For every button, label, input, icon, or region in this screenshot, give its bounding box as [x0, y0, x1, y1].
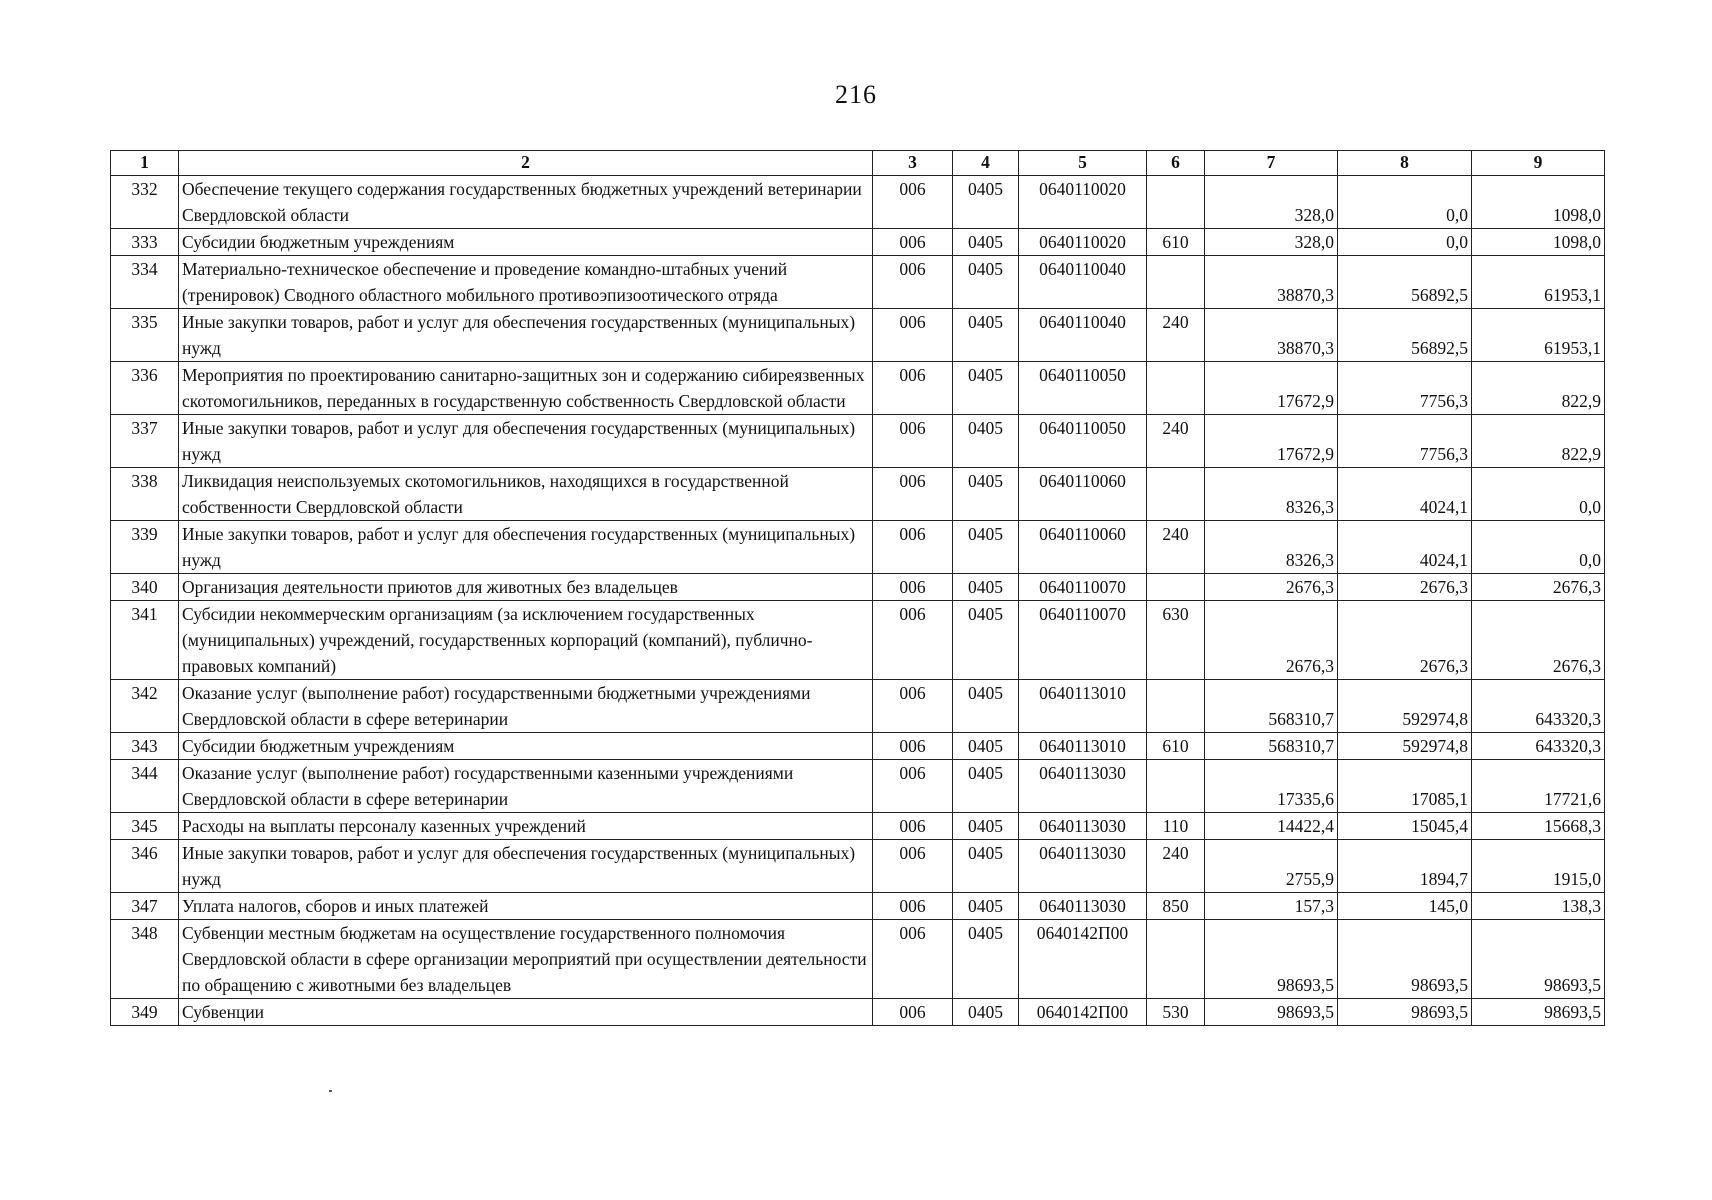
amount-year1-cell: 17672,9: [1205, 415, 1338, 468]
target-code-cell: 0640110050: [1019, 362, 1147, 415]
section-code-cell: 0405: [953, 813, 1019, 840]
amount-year3-cell: 1098,0: [1472, 229, 1605, 256]
expense-type-cell: 110: [1147, 813, 1205, 840]
ministry-code-cell: 006: [873, 574, 953, 601]
amount-year2-cell: 2676,3: [1338, 601, 1472, 680]
amount-year3-cell: 98693,5: [1472, 920, 1605, 999]
amount-year2-cell: 4024,1: [1338, 521, 1472, 574]
section-code-cell: 0405: [953, 920, 1019, 999]
row-number-cell: 347: [111, 893, 179, 920]
row-number-cell: 348: [111, 920, 179, 999]
amount-year1-cell: 157,3: [1205, 893, 1338, 920]
amount-year2-cell: 592974,8: [1338, 733, 1472, 760]
ministry-code-cell: 006: [873, 840, 953, 893]
row-name-cell: Субсидии бюджетным учреждениям: [179, 229, 873, 256]
amount-year2-cell: 145,0: [1338, 893, 1472, 920]
expense-type-cell: 240: [1147, 415, 1205, 468]
row-number-cell: 334: [111, 256, 179, 309]
row-name-cell: Субсидии некоммерческим организациям (за исключением государственных (муниципальных) учреждений, государственных корпораций (компаний), публично-правовых компаний): [179, 601, 873, 680]
table-row: [111, 362, 1605, 415]
ministry-code-cell: 006: [873, 680, 953, 733]
expense-type-cell: [1147, 362, 1205, 415]
row-number-cell: 335: [111, 309, 179, 362]
row-number-cell: 337: [111, 415, 179, 468]
target-code-cell: 0640110050: [1019, 415, 1147, 468]
target-code-cell: 0640110020: [1019, 229, 1147, 256]
header-cell: 7: [1205, 151, 1338, 176]
amount-year2-cell: 17085,1: [1338, 760, 1472, 813]
amount-year3-cell: 643320,3: [1472, 733, 1605, 760]
amount-year2-cell: 7756,3: [1338, 362, 1472, 415]
section-code-cell: 0405: [953, 309, 1019, 362]
ministry-code-cell: 006: [873, 521, 953, 574]
amount-year2-cell: 2676,3: [1338, 574, 1472, 601]
amount-year1-cell: 328,0: [1205, 229, 1338, 256]
ministry-code-cell: 006: [873, 813, 953, 840]
ministry-code-cell: 006: [873, 256, 953, 309]
section-code-cell: 0405: [953, 415, 1019, 468]
target-code-cell: 0640142П00: [1019, 920, 1147, 999]
header-cell: 5: [1019, 151, 1147, 176]
amount-year1-cell: 14422,4: [1205, 813, 1338, 840]
section-code-cell: 0405: [953, 893, 1019, 920]
amount-year3-cell: 1915,0: [1472, 840, 1605, 893]
section-code-cell: 0405: [953, 999, 1019, 1026]
amount-year2-cell: 15045,4: [1338, 813, 1472, 840]
table-row: [111, 733, 1605, 760]
row-name-cell: Обеспечение текущего содержания государственных бюджетных учреждений ветеринарии Свердловской области: [179, 176, 873, 229]
table-row: [111, 256, 1605, 309]
row-number-cell: 342: [111, 680, 179, 733]
expense-type-cell: [1147, 468, 1205, 521]
target-code-cell: 0640113010: [1019, 680, 1147, 733]
expense-type-cell: 530: [1147, 999, 1205, 1026]
row-number-cell: 338: [111, 468, 179, 521]
ministry-code-cell: 006: [873, 309, 953, 362]
amount-year3-cell: 15668,3: [1472, 813, 1605, 840]
row-name-cell: Материально-техническое обеспечение и проведение командно-штабных учений (тренировок) Сводного областного мобильного противоэпизоотического отряда: [179, 256, 873, 309]
amount-year3-cell: 822,9: [1472, 415, 1605, 468]
section-code-cell: 0405: [953, 256, 1019, 309]
section-code-cell: 0405: [953, 601, 1019, 680]
row-number-cell: 349: [111, 999, 179, 1026]
row-name-cell: Субвенции: [179, 999, 873, 1026]
amount-year3-cell: 2676,3: [1472, 601, 1605, 680]
row-name-cell: Уплата налогов, сборов и иных платежей: [179, 893, 873, 920]
target-code-cell: 0640110020: [1019, 176, 1147, 229]
header-row: [111, 151, 1605, 176]
ministry-code-cell: 006: [873, 415, 953, 468]
target-code-cell: 0640110070: [1019, 574, 1147, 601]
row-name-cell: Иные закупки товаров, работ и услуг для обеспечения государственных (муниципальных) нужд: [179, 309, 873, 362]
table-row: [111, 680, 1605, 733]
amount-year1-cell: 8326,3: [1205, 468, 1338, 521]
section-code-cell: 0405: [953, 840, 1019, 893]
target-code-cell: 0640113030: [1019, 813, 1147, 840]
row-number-cell: 346: [111, 840, 179, 893]
table-row: [111, 521, 1605, 574]
expense-type-cell: 240: [1147, 521, 1205, 574]
row-number-cell: 340: [111, 574, 179, 601]
table-row: [111, 415, 1605, 468]
amount-year1-cell: 568310,7: [1205, 680, 1338, 733]
table-row: [111, 176, 1605, 229]
header-cell: 2: [179, 151, 873, 176]
header-cell: 8: [1338, 151, 1472, 176]
expense-type-cell: [1147, 574, 1205, 601]
amount-year2-cell: 592974,8: [1338, 680, 1472, 733]
amount-year2-cell: 0,0: [1338, 176, 1472, 229]
amount-year2-cell: 0,0: [1338, 229, 1472, 256]
header-cell: 6: [1147, 151, 1205, 176]
ministry-code-cell: 006: [873, 760, 953, 813]
ministry-code-cell: 006: [873, 468, 953, 521]
target-code-cell: 0640110040: [1019, 309, 1147, 362]
amount-year1-cell: 17672,9: [1205, 362, 1338, 415]
amount-year1-cell: 98693,5: [1205, 920, 1338, 999]
table-row: [111, 840, 1605, 893]
target-code-cell: 0640142П00: [1019, 999, 1147, 1026]
section-code-cell: 0405: [953, 468, 1019, 521]
amount-year1-cell: 98693,5: [1205, 999, 1338, 1026]
expense-type-cell: 240: [1147, 309, 1205, 362]
amount-year3-cell: 1098,0: [1472, 176, 1605, 229]
section-code-cell: 0405: [953, 574, 1019, 601]
expense-type-cell: [1147, 760, 1205, 813]
amount-year1-cell: 2755,9: [1205, 840, 1338, 893]
target-code-cell: 0640113010: [1019, 733, 1147, 760]
amount-year1-cell: 38870,3: [1205, 256, 1338, 309]
table-row: [111, 760, 1605, 813]
section-code-cell: 0405: [953, 521, 1019, 574]
amount-year1-cell: 8326,3: [1205, 521, 1338, 574]
header-cell: 4: [953, 151, 1019, 176]
row-name-cell: Оказание услуг (выполнение работ) государственными бюджетными учреждениями Свердловской области в сфере ветеринарии: [179, 680, 873, 733]
scan-speck: [329, 1090, 332, 1092]
amount-year2-cell: 4024,1: [1338, 468, 1472, 521]
expense-type-cell: 610: [1147, 733, 1205, 760]
amount-year3-cell: 61953,1: [1472, 256, 1605, 309]
amount-year3-cell: 61953,1: [1472, 309, 1605, 362]
amount-year3-cell: 2676,3: [1472, 574, 1605, 601]
header-cell: 9: [1472, 151, 1605, 176]
amount-year3-cell: 643320,3: [1472, 680, 1605, 733]
amount-year1-cell: 328,0: [1205, 176, 1338, 229]
amount-year2-cell: 1894,7: [1338, 840, 1472, 893]
target-code-cell: 0640110060: [1019, 468, 1147, 521]
expense-type-cell: 630: [1147, 601, 1205, 680]
amount-year3-cell: 822,9: [1472, 362, 1605, 415]
expense-type-cell: [1147, 256, 1205, 309]
amount-year2-cell: 56892,5: [1338, 309, 1472, 362]
ministry-code-cell: 006: [873, 176, 953, 229]
section-code-cell: 0405: [953, 229, 1019, 256]
row-name-cell: Мероприятия по проектированию санитарно-защитных зон и содержанию сибиреязвенных скотомогильников, переданных в государственную собственность Свердловской области: [179, 362, 873, 415]
table-row: [111, 813, 1605, 840]
target-code-cell: 0640113030: [1019, 760, 1147, 813]
table-row: [111, 468, 1605, 521]
row-name-cell: Ликвидация неиспользуемых скотомогильников, находящихся в государственной собственности Свердловской области: [179, 468, 873, 521]
section-code-cell: 0405: [953, 680, 1019, 733]
header-cell: 1: [111, 151, 179, 176]
ministry-code-cell: 006: [873, 999, 953, 1026]
target-code-cell: 0640110040: [1019, 256, 1147, 309]
section-code-cell: 0405: [953, 362, 1019, 415]
amount-year1-cell: 17335,6: [1205, 760, 1338, 813]
amount-year1-cell: 2676,3: [1205, 574, 1338, 601]
amount-year3-cell: 138,3: [1472, 893, 1605, 920]
row-number-cell: 341: [111, 601, 179, 680]
ministry-code-cell: 006: [873, 893, 953, 920]
ministry-code-cell: 006: [873, 229, 953, 256]
table-row: [111, 309, 1605, 362]
amount-year2-cell: 98693,5: [1338, 920, 1472, 999]
budget-table: [110, 150, 1605, 1026]
amount-year3-cell: 0,0: [1472, 521, 1605, 574]
row-number-cell: 343: [111, 733, 179, 760]
row-name-cell: Организация деятельности приютов для животных без владельцев: [179, 574, 873, 601]
amount-year2-cell: 98693,5: [1338, 999, 1472, 1026]
amount-year1-cell: 568310,7: [1205, 733, 1338, 760]
expense-type-cell: 610: [1147, 229, 1205, 256]
row-name-cell: Иные закупки товаров, работ и услуг для обеспечения государственных (муниципальных) нужд: [179, 521, 873, 574]
ministry-code-cell: 006: [873, 920, 953, 999]
row-name-cell: Расходы на выплаты персоналу казенных учреждений: [179, 813, 873, 840]
amount-year2-cell: 56892,5: [1338, 256, 1472, 309]
table-row: [111, 920, 1605, 999]
row-number-cell: 336: [111, 362, 179, 415]
amount-year1-cell: 38870,3: [1205, 309, 1338, 362]
expense-type-cell: [1147, 680, 1205, 733]
expense-type-cell: [1147, 176, 1205, 229]
expense-type-cell: 850: [1147, 893, 1205, 920]
row-number-cell: 333: [111, 229, 179, 256]
row-name-cell: Оказание услуг (выполнение работ) государственными казенными учреждениями Свердловской области в сфере ветеринарии: [179, 760, 873, 813]
amount-year3-cell: 17721,6: [1472, 760, 1605, 813]
target-code-cell: 0640110060: [1019, 521, 1147, 574]
row-number-cell: 344: [111, 760, 179, 813]
page-number: 216: [835, 80, 877, 109]
ministry-code-cell: 006: [873, 733, 953, 760]
row-number-cell: 345: [111, 813, 179, 840]
table-row: [111, 893, 1605, 920]
expense-type-cell: 240: [1147, 840, 1205, 893]
row-name-cell: Субвенции местным бюджетам на осуществление государственного полномочия Свердловской области в сфере организации мероприятий при осуществлении деятельности по обращению с животными без владельцев: [179, 920, 873, 999]
row-number-cell: 332: [111, 176, 179, 229]
expense-type-cell: [1147, 920, 1205, 999]
amount-year3-cell: 0,0: [1472, 468, 1605, 521]
table-row: [111, 999, 1605, 1026]
amount-year1-cell: 2676,3: [1205, 601, 1338, 680]
row-number-cell: 339: [111, 521, 179, 574]
table-row: [111, 574, 1605, 601]
target-code-cell: 0640113030: [1019, 893, 1147, 920]
row-name-cell: Субсидии бюджетным учреждениям: [179, 733, 873, 760]
section-code-cell: 0405: [953, 176, 1019, 229]
ministry-code-cell: 006: [873, 362, 953, 415]
target-code-cell: 0640113030: [1019, 840, 1147, 893]
header-cell: 3: [873, 151, 953, 176]
amount-year3-cell: 98693,5: [1472, 999, 1605, 1026]
ministry-code-cell: 006: [873, 601, 953, 680]
table-row: [111, 229, 1605, 256]
row-name-cell: Иные закупки товаров, работ и услуг для обеспечения государственных (муниципальных) нужд: [179, 840, 873, 893]
section-code-cell: 0405: [953, 733, 1019, 760]
row-name-cell: Иные закупки товаров, работ и услуг для обеспечения государственных (муниципальных) нужд: [179, 415, 873, 468]
table-row: [111, 601, 1605, 680]
section-code-cell: 0405: [953, 760, 1019, 813]
amount-year2-cell: 7756,3: [1338, 415, 1472, 468]
target-code-cell: 0640110070: [1019, 601, 1147, 680]
